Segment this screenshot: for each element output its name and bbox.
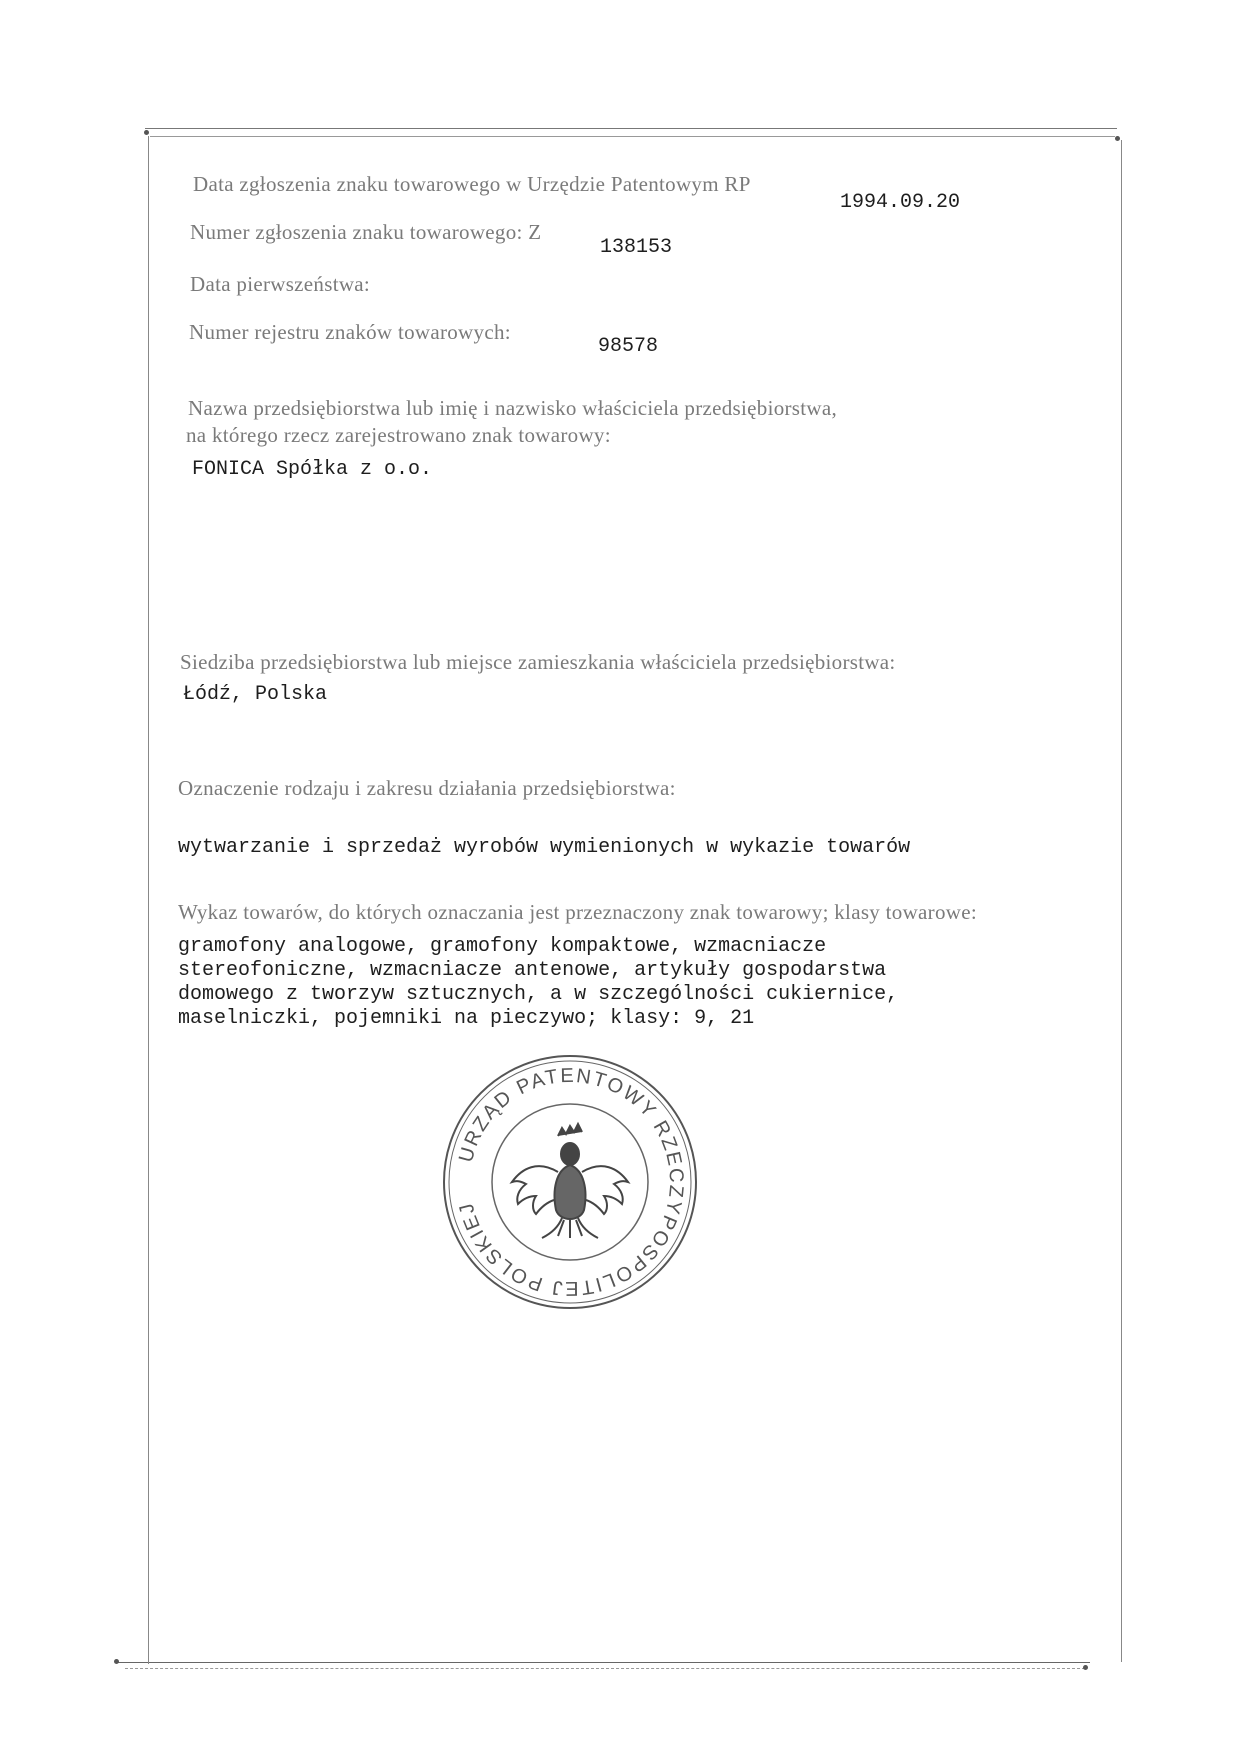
owner-name-label-line2: na którego rzecz zarejestrowano znak towarowy: xyxy=(186,423,611,447)
application-number-value: 138153 xyxy=(600,236,673,259)
registry-number-value: 98578 xyxy=(598,335,659,358)
owner-name-value: FONICA Spółka z o.o. xyxy=(192,458,433,481)
filing-date-value: 1994.09.20 xyxy=(840,191,961,214)
goods-list-line: gramofony analogowe, gramofony kompaktowe, wzmacniacze xyxy=(178,935,827,958)
frame-border-top-inner xyxy=(150,136,1115,137)
goods-list-line: domowego z tworzyw sztucznych, a w szczególności cukiernice, xyxy=(178,983,899,1006)
owner-seat-value: Łódź, Polska xyxy=(183,683,328,706)
frame-border-bottom xyxy=(118,1662,1090,1663)
goods-list-line: stereofoniczne, wzmacniacze antenowe, artykuły gospodarstwa xyxy=(178,959,887,982)
filing-date-label: Data zgłoszenia znaku towarowego w Urzędzie Patentowym RP xyxy=(193,172,751,196)
goods-list xyxy=(178,935,898,1031)
seal-graphic xyxy=(438,1050,702,1314)
official-seal xyxy=(438,1050,702,1314)
goods-list-label: Wykaz towarów, do których oznaczania jest przeznaczony znak towarowy; klasy towarowe: xyxy=(178,900,977,924)
business-scope-value: wytwarzanie i sprzedaż wyrobów wymienionych w wykazie towarów xyxy=(178,836,911,859)
business-scope-label: Oznaczenie rodzaju i zakresu działania przedsiębiorstwa: xyxy=(178,776,676,800)
registry-number-label: Numer rejestru znaków towarowych: xyxy=(189,320,511,344)
frame-border-right xyxy=(1121,140,1122,1662)
goods-list-line: maselniczki, pojemniki na pieczywo; klasy: 9, 21 xyxy=(178,1007,755,1030)
owner-seat-label: Siedziba przedsiębiorstwa lub miejsce zamieszkania właściciela przedsiębiorstwa: xyxy=(180,650,896,674)
priority-date-label: Data pierwszeństwa: xyxy=(190,272,371,296)
application-number-label: Numer zgłoszenia znaku towarowego: Z xyxy=(190,220,542,244)
frame-border-left xyxy=(148,136,149,1664)
owner-name-label-line1: Nazwa przedsiębiorstwa lub imię i nazwisko właściciela przedsiębiorstwa, xyxy=(188,396,838,420)
seal-text xyxy=(438,1050,439,1051)
seal-ring-text: URZĄD PATENTOWY RZECZYPOSPOLITEJ POLSKIEJ xyxy=(455,1064,688,1300)
corner-dot xyxy=(144,130,149,135)
frame-border-bottom-inner xyxy=(125,1668,1085,1669)
corner-dot xyxy=(114,1659,119,1664)
eagle-emblem-icon xyxy=(512,1124,628,1238)
corner-dot xyxy=(1115,136,1120,141)
frame-border-top xyxy=(145,128,1117,129)
corner-dot xyxy=(1083,1665,1088,1670)
